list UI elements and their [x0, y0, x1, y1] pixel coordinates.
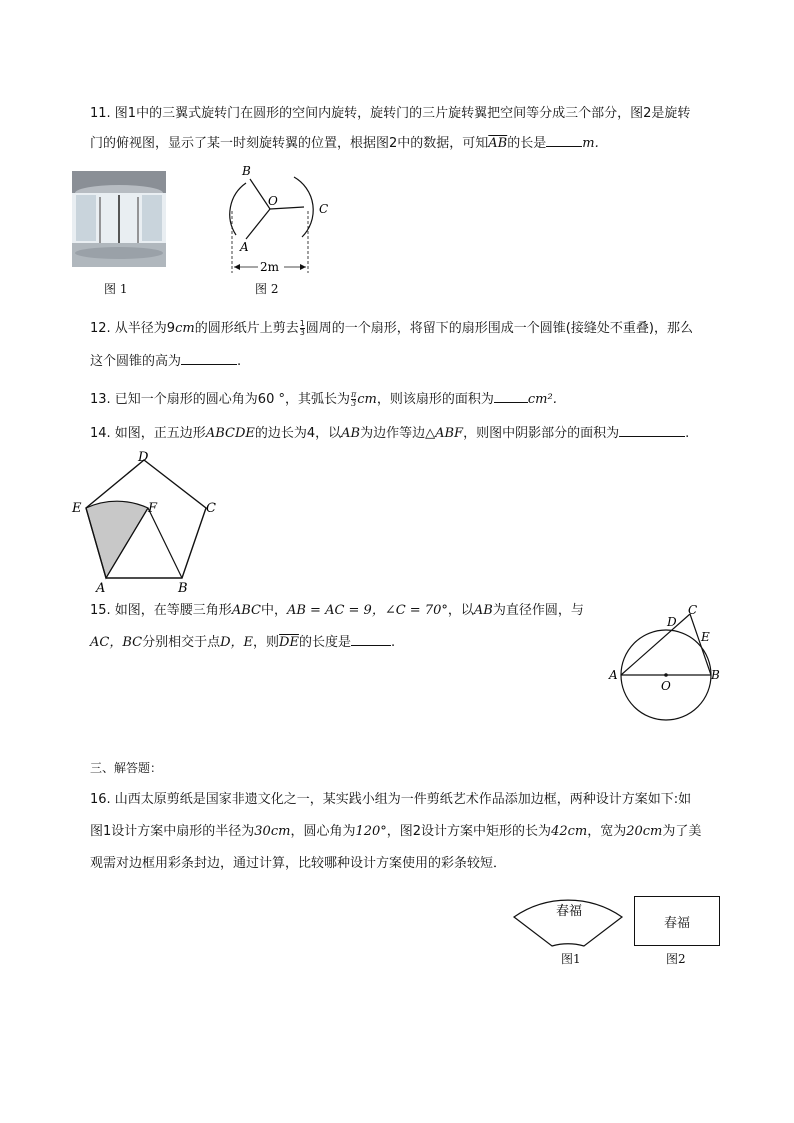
- q14-label-c: C: [206, 501, 216, 516]
- q15-label-o: O: [661, 679, 671, 693]
- q16-angle: 120°: [355, 824, 387, 839]
- q12-line1: [90, 319, 693, 339]
- q16-line2-e: 为了美: [662, 824, 702, 839]
- q11-line2-b: 的长是: [507, 136, 547, 151]
- q15-line1: [90, 601, 584, 621]
- q16-rectangle-design: [634, 896, 720, 946]
- q13-text-a: 13. 已知一个扇形的圆心角为60 °，其弧长为: [90, 392, 350, 407]
- q12-frac-num: 1: [299, 319, 305, 328]
- q11-label-width: 2m: [260, 260, 280, 274]
- q15-end: .: [390, 635, 396, 650]
- q12-line1-a: 12. 从半径为9: [90, 321, 176, 336]
- q11-arc: $\overline{AB}$: [488, 136, 508, 151]
- q11-label-o: O: [268, 194, 278, 208]
- q12-unit: cm: [175, 321, 195, 336]
- q12-line1-c: 圆周的一个扇形，将留下的扇形围成一个圆锥(接缝处不重叠)，那么: [305, 321, 693, 336]
- q11-fig2-caption: 图 2: [255, 282, 279, 296]
- q14-label-e: E: [72, 501, 82, 516]
- q16-fig2-text: 春福: [663, 916, 690, 931]
- q15-label-b: B: [711, 668, 720, 682]
- q15-abc: ABC: [231, 603, 261, 618]
- q13-text-c: ，则该扇形的面积为: [376, 392, 494, 407]
- q15-line2-b: 分别相交于点: [142, 635, 221, 650]
- q11-line2-a: 门的俯视图，显示了某一时刻旋转翼的位置，根据图2中的数据，可知: [90, 136, 489, 151]
- q11-answer-blank[interactable]: [546, 134, 582, 147]
- q13-frac-den: 3: [351, 399, 357, 408]
- q11-unit: m.: [582, 136, 599, 151]
- q16-len: 42cm: [551, 824, 588, 839]
- q15-arc: $\overline{DE}$: [279, 635, 299, 650]
- q14-end: .: [685, 426, 690, 441]
- q14-text-a: 14. 如图，正五边形: [90, 426, 206, 441]
- q14-text-c: 为边作等边△: [360, 426, 436, 441]
- q15-eq: AB = AC = 9，∠C = 70°: [286, 603, 448, 618]
- q15-label-a: A: [609, 668, 618, 682]
- q16-line3: 观需对边框用彩条封边，通过计算，比较哪种设计方案使用的彩条较短．: [90, 856, 507, 871]
- q16-line2: [90, 822, 701, 842]
- q15-line1-d: 为直径作圆，与: [492, 603, 584, 618]
- q11-fig1-caption: 图 1: [104, 282, 128, 296]
- q14-text-b: 的边长为4，以: [254, 426, 342, 441]
- q14-label-a: A: [96, 581, 106, 596]
- q13-frac-num: π: [350, 390, 357, 399]
- q15-line1-b: 中，: [260, 603, 287, 618]
- q11-label-a: A: [240, 240, 249, 254]
- q11-top-view-diagram: [222, 163, 338, 281]
- q15-label-e: E: [701, 630, 710, 644]
- q14-text-d: ，则图中阴影部分的面积为: [463, 426, 620, 441]
- q14-label-d: D: [138, 450, 149, 465]
- q12-line2: [90, 352, 241, 372]
- q13-fraction: [351, 391, 356, 408]
- q16-fig1-caption: 图1: [561, 952, 581, 966]
- q16-fig2-caption: 图2: [666, 952, 686, 966]
- q14-answer-blank[interactable]: [619, 424, 685, 437]
- q13-text-b: cm: [357, 392, 377, 407]
- section-3-heading: 三、解答题：: [90, 761, 163, 775]
- q14-pentagon-diagram: [68, 448, 228, 596]
- q15-answer-blank[interactable]: [351, 633, 391, 646]
- q12-line2-end: .: [237, 354, 242, 369]
- q15-line2-c: ，则: [253, 635, 280, 650]
- q16-r: 30cm: [254, 824, 291, 839]
- q12-answer-blank[interactable]: [181, 352, 237, 365]
- q12-fraction: [300, 320, 305, 337]
- q15-line1-c: ，以: [447, 603, 474, 618]
- q11-line2: [90, 134, 599, 154]
- q11-label-c: C: [319, 202, 329, 216]
- q14-label-f: F: [148, 501, 158, 516]
- q16-line2-c: ，图2设计方案中矩形的长为: [386, 824, 552, 839]
- q15-line1-a: 15. 如图，在等腰三角形: [90, 603, 232, 618]
- q16-sector-design: [512, 888, 624, 950]
- q11-revolving-door-photo: [72, 171, 166, 267]
- q15-line2: [90, 633, 395, 653]
- q15-line2-d: 的长度是: [298, 635, 351, 650]
- q16-fig1-text: 春福: [556, 904, 583, 919]
- q14-poly: ABCDE: [205, 426, 255, 441]
- q13-line: [90, 390, 557, 410]
- q16-wid: 20cm: [626, 824, 663, 839]
- q13-unit: cm².: [527, 392, 557, 407]
- q15-de: D，E: [220, 635, 254, 650]
- q14-label-b: B: [178, 581, 188, 596]
- q11-line1: 11. 图1中的三翼式旋转门在圆形的空间内旋转，旋转门的三片旋转翼把空间等分成三个部分，图2是旋转: [90, 106, 691, 121]
- q14-ab: AB: [341, 426, 361, 441]
- q14-line: [90, 424, 689, 444]
- q12-line1-b: 的圆形纸片上剪去: [194, 321, 299, 336]
- q16-line2-a: 图1设计方案中扇形的半径为: [90, 824, 255, 839]
- q13-answer-blank[interactable]: [494, 390, 528, 403]
- q16-line1: 16. 山西太原剪纸是国家非遗文化之一，某实践小组为一件剪纸艺术作品添加边框，两种设计方案如下:如: [90, 792, 692, 807]
- q15-circle-diagram: [604, 600, 728, 722]
- q16-line2-d: ，宽为: [587, 824, 627, 839]
- q14-tri: ABF: [435, 426, 464, 441]
- q15-label-c: C: [688, 603, 698, 617]
- q12-frac-den: 3: [299, 328, 305, 337]
- q15-ab: AB: [473, 603, 493, 618]
- q15-line2-a: AC，BC: [90, 635, 143, 650]
- q15-label-d: D: [667, 615, 677, 629]
- q16-line2-b: ，圆心角为: [290, 824, 356, 839]
- q11-label-b: B: [242, 164, 251, 178]
- q12-line2-text: 这个圆锥的高为: [90, 354, 182, 369]
